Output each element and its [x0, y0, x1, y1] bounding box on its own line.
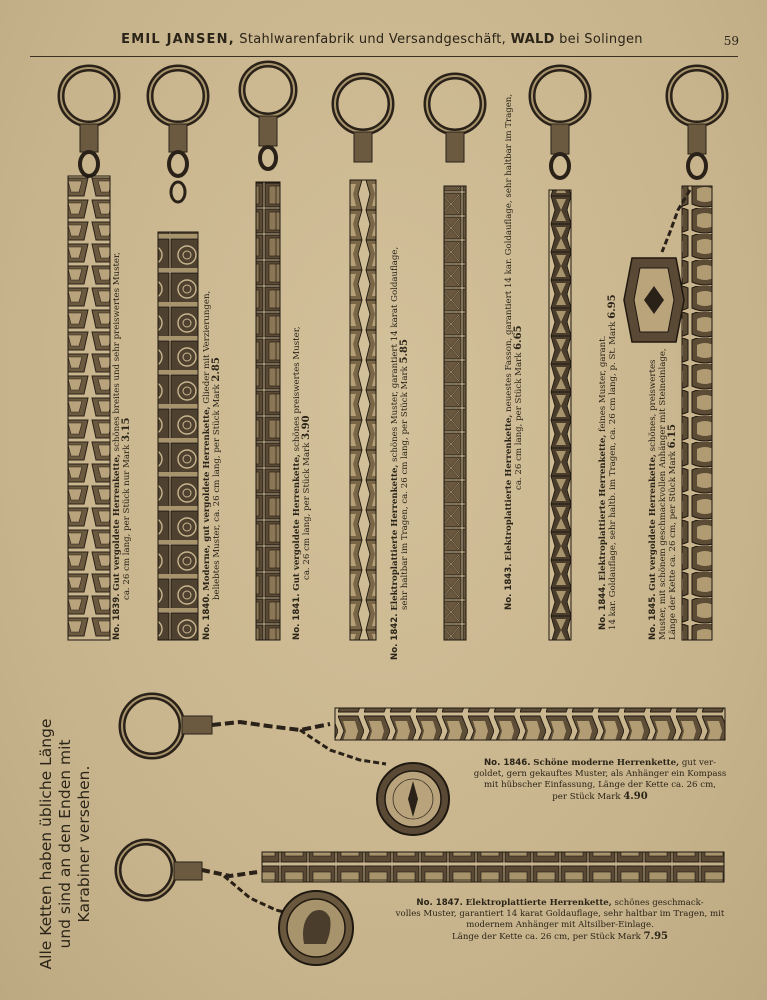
price-tag: 3.90: [301, 415, 312, 440]
caption-title: Gut vergoldete Herrenkette,: [112, 454, 122, 591]
price-tag: 7.95: [643, 931, 668, 942]
caption-1845: No. 1845. Gut vergoldete Herrenkette, schönes, preiswertes Muster, mit schönem geschmackvollen Anhänger mit Steineinlage, Länge der Kette ca. 26 cm, per Stück Mark 6.15: [648, 348, 678, 640]
caption-title: Elektroplattierte Herrenkette,: [465, 898, 612, 908]
city-name: WALD: [510, 32, 555, 47]
caption-1843: No. 1843. Elektroplattierte Herrenkette, neuestes Fasson, garantiert 14 kar. Goldauflage, sehr haltbar im Tragen, ca. 26 cm lang, per Stück Mark 6.65: [504, 93, 524, 610]
price-tag: 3.15: [121, 417, 132, 442]
chain-1843: [427, 76, 483, 640]
location-suffix: bei Solingen: [559, 32, 643, 47]
medallion-pendant: [279, 891, 353, 965]
firm-name: EMIL JANSEN,: [121, 32, 235, 47]
caption-1842: No. 1842. Elektroplattierte Herrenkette, schönes Muster, garantiert 14 karat Goldauflage, sehr haltbar im Tragen, ca. 26 cm lang, per Stück Mark 5.85: [390, 246, 410, 660]
caption-1840: No. 1840. Moderne, gut vergoldete Herrenkette, Glieder mit Verzierungen, beliebtes Muster, ca. 26 cm lang, per Stück Mark 2.85: [202, 290, 222, 640]
caption-1839: No. 1839. Gut vergoldete Herrenkette, schönes breites und sehr preiswertes Muster, ca. 26 cm lang, per Stück nur Mark 3.15: [112, 252, 132, 640]
chain-1844: [532, 68, 588, 640]
caption-title: Elektroplattierte Herrenkette,: [390, 464, 400, 611]
caption-title: Gut vergoldete Herrenkette,: [648, 454, 658, 591]
caption-title: Elektroplattierte Herrenkette,: [598, 434, 608, 581]
page-number: 59: [723, 34, 739, 48]
chain-1839: [61, 68, 117, 640]
compass-pendant: [377, 763, 449, 835]
price-tag: 4.90: [623, 791, 648, 802]
caption-title: Gut vergoldete Herrenkette,: [292, 454, 302, 591]
pendant-charm: [624, 258, 684, 342]
price-tag: 2.85: [211, 357, 222, 382]
chain-1842: [335, 76, 391, 640]
side-note: Alle Ketten haben übliche Länge und sind an den Enden mit Karabiner versehen.: [37, 718, 93, 970]
price-tag: 6.95: [607, 294, 618, 319]
caption-title: Schöne moderne Herrenkette,: [533, 758, 680, 768]
caption-1841: No. 1841. Gut vergoldete Herrenkette, schönes preiswertes Muster, ca. 26 cm lang, per Stück Mark 3.90: [292, 326, 312, 640]
price-tag: 6.65: [513, 325, 524, 350]
caption-1846: No. 1846. Schöne moderne Herrenkette, gut ver- goldet, gern gekauftes Muster, als Anhänger ein Kompass mit hübscher Einfassung, Länge der Kette ca. 26 cm, per Stück Mark 4.90: [473, 758, 727, 802]
caption-title: Moderne, gut vergoldete Herrenkette,: [202, 406, 212, 591]
price-tag: 5.85: [399, 339, 410, 364]
caption-1844: No. 1844. Elektroplattierte Herrenkette, feines Muster, garant. 14 kar. Goldauflage, sehr haltb. im Tragen, ca. 26 cm lang, p. St. Mark 6.95: [598, 294, 618, 630]
caption-1847: No. 1847. Elektroplattierte Herrenkette, schönes geschmack- volles Muster, garantiert 14 karat Goldauflage, sehr haltbar im Tragen, mit modernem Anhänger mit Altsilber-Einlage. Länge der Kette ca. 26 cm, per Stück Mark 7.95: [395, 898, 725, 942]
business-description: Stahlwarenfabrik und Versandgeschäft,: [239, 32, 507, 47]
price-tag: 6.15: [667, 424, 678, 449]
chain-1840: [150, 68, 206, 640]
caption-title: Elektroplattierte Herrenkette,: [504, 414, 514, 561]
chain-1841: [242, 64, 294, 640]
